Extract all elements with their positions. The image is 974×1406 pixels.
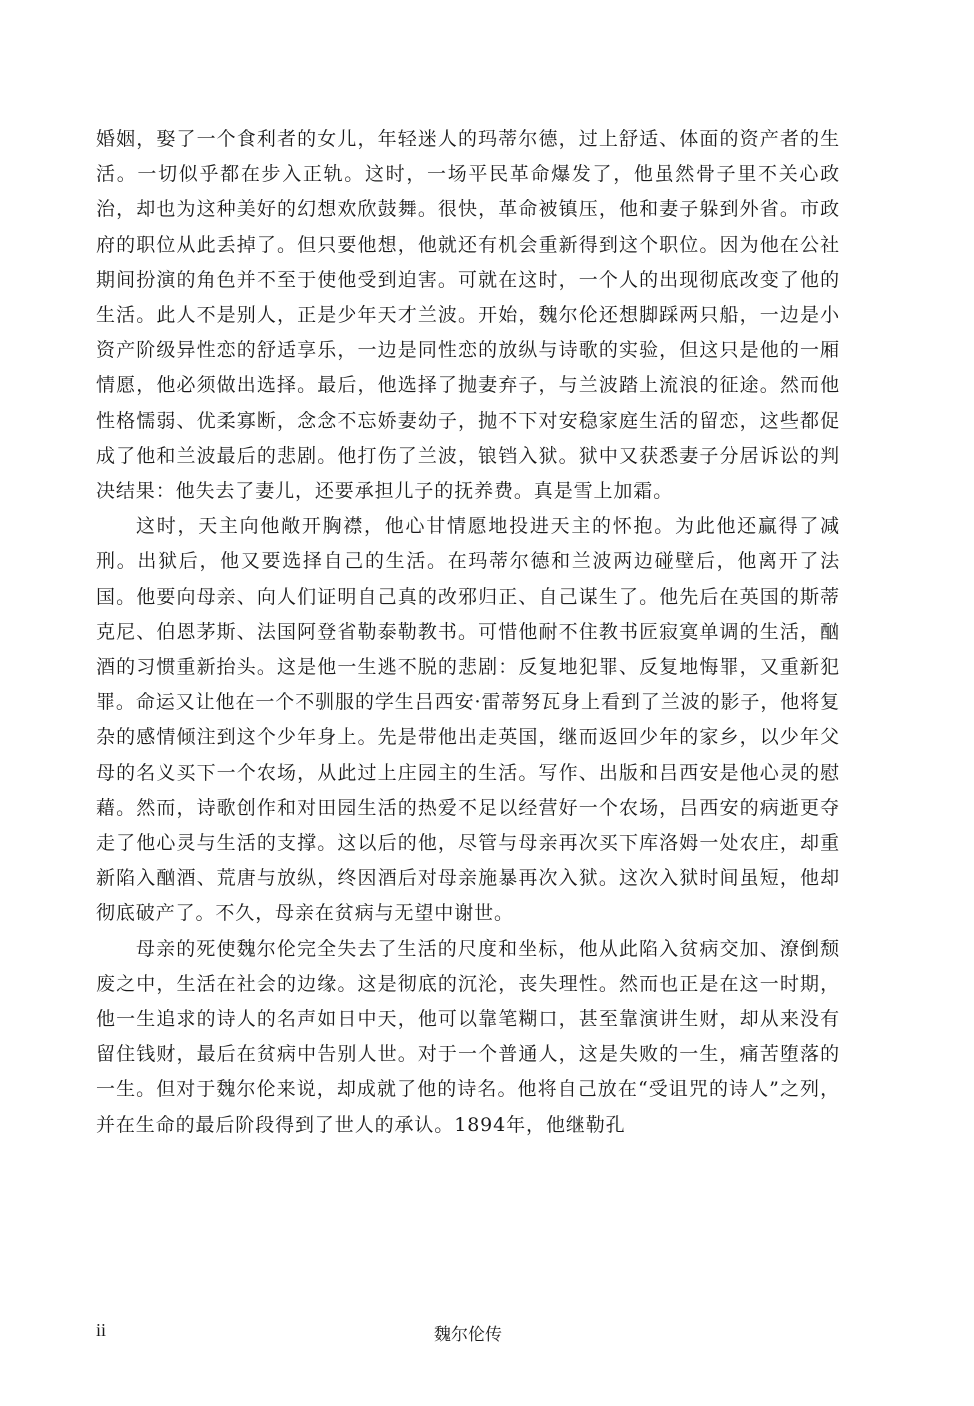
running-title: 魏尔伦传 xyxy=(434,1325,502,1345)
paragraph-1: 婚姻，娶了一个食利者的女儿，年轻迷人的玛蒂尔德，过上舒适、体面的资产者的生活。一切似乎都在步入正轨。这时，一场平民革命爆发了，他虽然骨子里不关心政治，却也为这种美好的幻想欢欣鼓舞。很快，革命被镇压，他和妻子躲到外省。市政府的职位从此丢掉了。但只要他想，他就还有机会重新得到这个职位。因为他在公社期间扮演的角色并不至于使他受到迫害。可就在这时，一个人的出现彻底改变了他的生活。此人不是别人，正是少年天才兰波。开始，魏尔伦还想脚踩两只船，一边是小资产阶级异性恋的舒适享乐，一边是同性恋的放纵与诗歌的实验，但这只是他的一厢情愿，他必须做出选择。最后，他选择了抛妻弃子，与兰波踏上流浪的征途。然而他性格懦弱、优柔寡断，念念不忘娇妻幼子，抛不下对安稳家庭生活的留恋，这些都促成了他和兰波最后的悲剧。他打伤了兰波，锒铛入狱。狱中又获悉妻子分居诉讼的判决结果：他失去了妻儿，还要承担儿子的抚养费。真是雪上加霜。 xyxy=(96,128,840,503)
paragraph-2: 这时，天主向他敞开胸襟，他心甘情愿地投进天主的怀抱。为此他还赢得了减刑。出狱后，他又要选择自己的生活。在玛蒂尔德和兰波两边碰壁后，他离开了法国。他要向母亲、向人们证明自己真的改邪归正、自己谋生了。他先后在英国的斯蒂克尼、伯恩茅斯、法国阿登省勒泰勒教书。可惜他耐不住教书匠寂寞单调的生活，酗酒的习惯重新抬头。这是他一生逃不脱的悲剧：反复地犯罪、反复地悔罪，又重新犯罪。命运又让他在一个不驯服的学生吕西安·雷蒂努瓦身上看到了兰波的影子，他将复杂的感情倾注到这个少年身上。先是带他出走英国，继而返回少年的家乡，以少年父母的名义买下一个农场，从此过上庄园主的生活。写作、出版和吕西安是他心灵的慰藉。然而，诗歌创作和对田园生活的热爱不足以经营好一个农场，吕西安的病逝更夺走了他心灵与生活的支撑。这以后的他，尽管与母亲再次买下库洛姆一处农庄，却重新陷入酗酒、荒唐与放纵，终因酒后对母亲施暴再次入狱。这次入狱时间虽短，他却彻底破产了。不久，母亲在贫病与无望中谢世。 xyxy=(96,515,840,925)
main-text-block xyxy=(96,122,840,1143)
paragraph-3: 母亲的死使魏尔伦完全失去了生活的尺度和坐标，他从此陷入贫病交加、潦倒颓废之中，生活在社会的边缘。这是彻底的沉沦，丧失理性。然而也正是在这一时期，他一生追求的诗人的名声如日中天，他可以靠笔糊口，甚至靠演讲生财，却从来没有留住钱财，最后在贫病中告别人世。对于一个普通人，这是失败的一生，痛苦堕落的一生。但对于魏尔伦来说，却成就了他的诗名。他将自己放在“受诅咒的诗人”之列，并在生命的最后阶段得到了世人的承认。1894年，他继勒孔 xyxy=(96,937,840,1136)
page-footer xyxy=(96,1320,840,1350)
page-number: ii xyxy=(96,1320,107,1340)
